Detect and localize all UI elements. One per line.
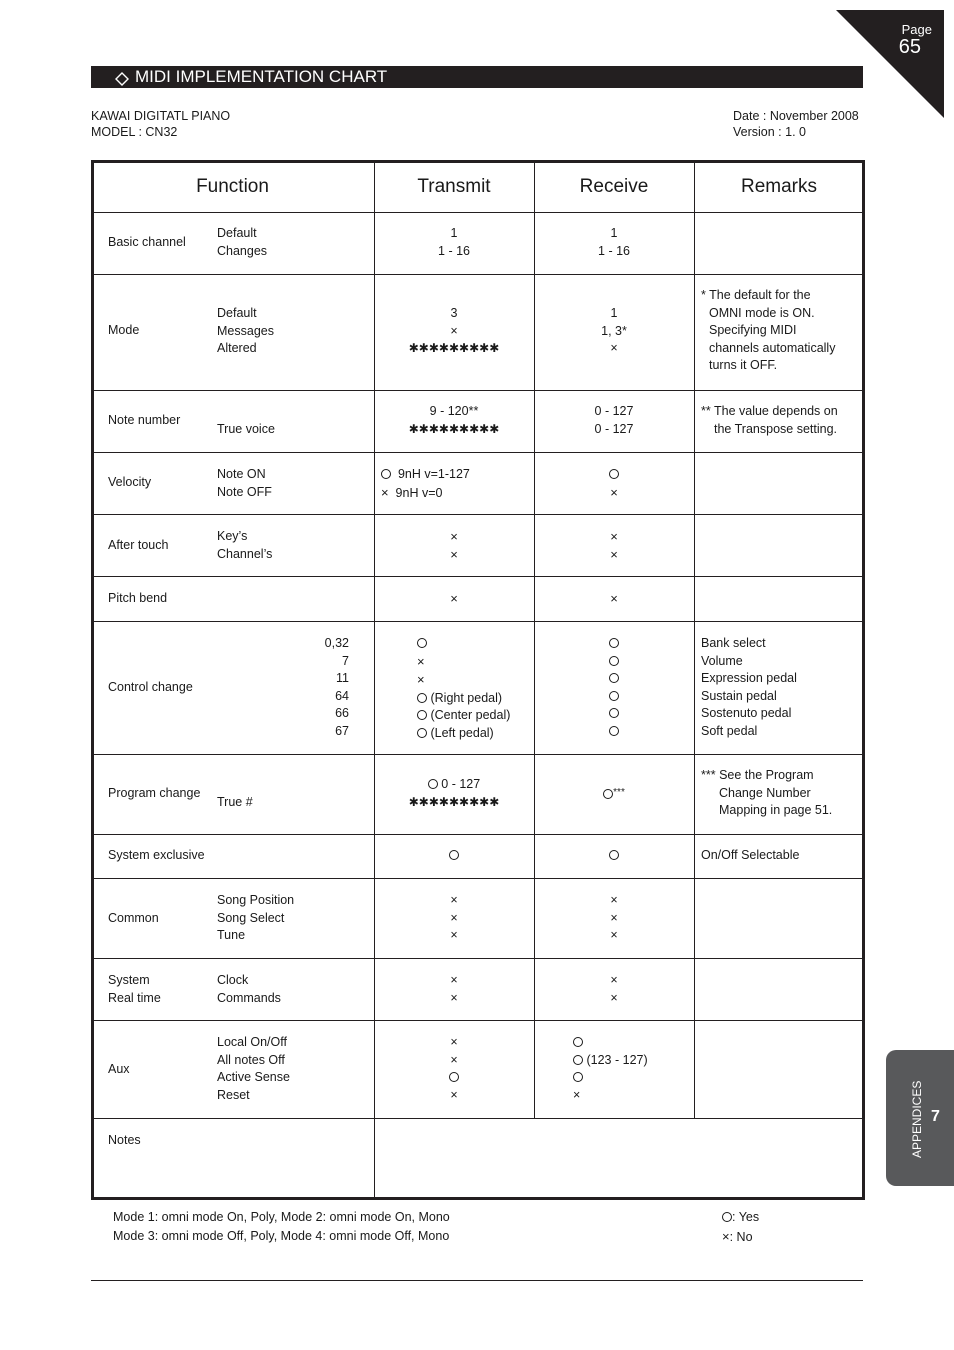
receive-cell (534, 784, 694, 804)
cross-icon: × (610, 893, 618, 907)
row-label-mode: Mode (108, 323, 140, 337)
header-function: Function (196, 176, 269, 197)
receive-cell (573, 1034, 648, 1104)
cross-icon: × (417, 672, 425, 688)
version: Version : 1. 0 (733, 125, 806, 139)
manufacturer: KAWAI DIGITATL PIANO (91, 109, 231, 123)
value: (Right pedal) (430, 690, 503, 705)
appendices-tab-label: APPENDICES (910, 1080, 924, 1158)
row-label-after-touch: After touch (108, 538, 169, 552)
row-label-velocity: Velocity (108, 475, 152, 489)
cross-icon: × (417, 653, 425, 669)
remark-line: * The default for the (701, 288, 811, 302)
row-label-system-realtime (108, 972, 161, 1007)
remarks-cell (701, 767, 832, 820)
cross-icon: × (610, 484, 618, 500)
sublabel-list (217, 225, 267, 260)
section-title: MIDI IMPLEMENTATION CHART (135, 67, 388, 86)
circle-icon (609, 469, 619, 479)
cross-icon: × (450, 973, 458, 987)
cross-icon: × (450, 990, 458, 1005)
circle-icon (449, 850, 459, 860)
transmit-cell (374, 892, 534, 945)
sublabel-list (217, 466, 272, 501)
cross-icon: × (450, 1087, 458, 1102)
remarks-cell (701, 403, 838, 438)
sublabel-list (217, 528, 272, 563)
value: 0 - 127 (594, 421, 634, 436)
remarks-cell (701, 635, 797, 741)
value: (123 - 127) (586, 1052, 648, 1067)
receive-cell (534, 225, 694, 260)
cross-icon: × (381, 484, 389, 500)
transmit-cell (374, 403, 534, 438)
remark-line: Specifying MIDI (709, 323, 797, 338)
asterisk-row: ✱✱✱✱✱✱✱✱✱ (408, 794, 500, 809)
diamond-icon (115, 70, 129, 92)
sublabel: Reset (217, 1087, 250, 1102)
sublabel: Altered (217, 341, 257, 356)
value: 1, 3* (601, 323, 627, 338)
page-label: Page (901, 22, 932, 37)
value: 0 - 127 (594, 404, 634, 418)
transmit-cell (417, 635, 510, 743)
cross-icon: × (450, 893, 458, 907)
circle-icon (573, 1055, 583, 1065)
symbol-legend (722, 1208, 759, 1247)
receive-cell (534, 847, 694, 865)
circle-icon (609, 708, 619, 718)
remarks-cell: On/Off Selectable (701, 848, 800, 862)
remark-line: turns it OFF. (709, 358, 778, 373)
cross-icon: × (610, 591, 618, 606)
remark-line: Change Number (719, 785, 811, 800)
transmit-cell (374, 972, 534, 1007)
circle-icon (417, 728, 427, 738)
transmit-cell (374, 776, 534, 811)
remark-line: Expression pedal (701, 671, 797, 686)
receive-cell (534, 528, 694, 564)
controller-number: 67 (335, 723, 349, 738)
mode-legend (113, 1208, 450, 1246)
remark-line: OMNI mode is ON. (709, 305, 815, 320)
remark-line: Mapping in page 51. (719, 803, 833, 818)
circle-icon (609, 726, 619, 736)
remark-line: Soft pedal (701, 723, 758, 738)
asterisk-row: ✱✱✱✱✱✱✱✱✱ (408, 341, 500, 356)
transmit-cell (374, 528, 534, 564)
cross-icon: × (610, 546, 618, 562)
row-label-aux: Aux (108, 1062, 130, 1076)
value: *** (613, 787, 625, 798)
sublabel: Song Position (217, 893, 295, 907)
remark-line: *** See the Program (701, 768, 814, 782)
value: 9nH v=1-127 (397, 467, 470, 481)
sublabel: Commands (217, 990, 281, 1005)
cross-icon: × (450, 910, 458, 925)
sublabel: Channel’s (217, 546, 273, 561)
sublabel-list (217, 892, 294, 945)
circle-icon (417, 693, 427, 703)
transmit-cell (374, 225, 534, 260)
sublabel-list (217, 305, 274, 358)
sublabel: Key’s (217, 529, 248, 543)
cross-icon: × (610, 529, 618, 544)
remark-line: Sostenuto pedal (701, 706, 792, 721)
controller-number: 7 (342, 653, 349, 668)
cross-icon: × (722, 1229, 730, 1244)
cross-icon: × (450, 1035, 458, 1049)
circle-icon (722, 1212, 732, 1222)
label-line: Real time (108, 990, 161, 1005)
circle-icon (609, 656, 619, 666)
transmit-cell (374, 847, 534, 865)
page-corner-triangle (836, 0, 954, 118)
sublabel: Note OFF (217, 484, 272, 499)
receive-cell (534, 403, 694, 438)
circle-icon (573, 1072, 583, 1082)
value: (Left pedal) (430, 725, 494, 740)
cross-icon: × (450, 546, 458, 562)
controller-number: 11 (336, 671, 349, 686)
row-label-pitch-bend: Pitch bend (108, 591, 168, 605)
remark-line: ** The value depends on (701, 404, 838, 418)
sublabel: Default (217, 226, 257, 240)
mode-legend-line: Mode 3: omni mode Off, Poly, Mode 4: omni mode Off, Mono (113, 1229, 450, 1243)
cross-icon: × (450, 1052, 458, 1067)
midi-implementation-table (91, 160, 865, 1200)
receive-cell (534, 972, 694, 1007)
circle-icon (609, 638, 619, 648)
sublabel: Note ON (217, 467, 266, 481)
sublabel: Local On/Off (217, 1035, 287, 1049)
circle-icon (609, 850, 619, 860)
receive-cell (534, 305, 694, 358)
receive-cell (534, 635, 694, 741)
circle-icon (573, 1037, 583, 1047)
page-number: 65 (898, 36, 921, 58)
bottom-rule (91, 1280, 863, 1281)
value: 9nH v=0 (395, 485, 443, 500)
row-label-program-change: Program change (108, 786, 201, 800)
page-corner (836, 0, 954, 118)
sublabel-list (217, 972, 281, 1007)
value: 1 (610, 226, 618, 240)
controller-numbers (301, 635, 349, 741)
cross-icon: × (610, 910, 618, 925)
circle-icon (449, 1072, 459, 1082)
value: 1 (450, 226, 458, 240)
cross-icon: × (610, 341, 618, 356)
transmit-cell (374, 1034, 534, 1104)
transmit-cell (374, 590, 534, 609)
cross-icon: × (450, 928, 458, 943)
transmit-cell (381, 466, 470, 502)
row-label-system-exclusive: System exclusive (108, 848, 205, 862)
circle-icon (381, 469, 391, 479)
controller-number: 66 (335, 706, 349, 721)
appendices-tab[interactable] (886, 1050, 954, 1186)
circle-icon (609, 691, 619, 701)
row-label-control-change: Control change (108, 680, 193, 694)
sublabel: Tune (217, 928, 246, 943)
remarks-cell (701, 287, 835, 375)
row-label-note-number: Note number (108, 413, 181, 427)
legend-yes: : Yes (732, 1210, 760, 1224)
remark-line: Volume (701, 653, 743, 668)
cross-icon: × (610, 973, 618, 987)
circle-icon (428, 779, 438, 789)
cross-icon: × (610, 990, 618, 1005)
model: MODEL : CN32 (91, 125, 178, 139)
circle-icon (609, 673, 619, 683)
circle-icon (417, 710, 427, 720)
transmit-cell (374, 305, 534, 358)
sublabel: All notes Off (217, 1052, 285, 1067)
circle-icon (603, 789, 613, 799)
sublabel: Default (217, 306, 257, 320)
receive-cell (534, 590, 694, 609)
value: 1 - 16 (438, 243, 470, 258)
value: 0 - 127 (441, 777, 481, 791)
remark-line: channels automatically (709, 340, 836, 355)
mode-legend-line: Mode 1: omni mode On, Poly, Mode 2: omni mode On, Mono (113, 1210, 450, 1224)
appendices-tab-number: 7 (931, 1108, 940, 1125)
cross-icon: × (450, 591, 458, 606)
cross-icon: × (450, 323, 458, 338)
header-receive: Receive (579, 176, 649, 197)
sublabel: Song Select (217, 910, 285, 925)
sublabel: Active Sense (217, 1070, 290, 1085)
value: 1 (610, 306, 618, 320)
legend-no: : No (729, 1230, 753, 1244)
date: Date : November 2008 (733, 109, 859, 123)
controller-number: 64 (335, 688, 349, 703)
asterisk-row: ✱✱✱✱✱✱✱✱✱ (408, 421, 500, 436)
value: 9 - 120** (429, 404, 479, 418)
document-info (733, 108, 859, 140)
cross-icon: × (610, 928, 618, 943)
header-transmit: Transmit (417, 176, 491, 197)
row-label-common: Common (108, 911, 159, 925)
cross-icon: × (573, 1087, 581, 1102)
value: 3 (450, 306, 458, 320)
sublabel: Changes (217, 243, 268, 258)
receive-cell (534, 892, 694, 945)
value: (Center pedal) (430, 708, 511, 723)
remark-line: Bank select (701, 636, 766, 650)
sublabel-list (217, 1034, 290, 1104)
section-title-bar (91, 66, 863, 88)
remark-line: the Transpose setting. (714, 421, 837, 436)
product-info (91, 108, 230, 140)
value: 1 - 16 (598, 243, 630, 258)
row-label-basic-channel: Basic channel (108, 235, 186, 249)
sublabel: Clock (217, 973, 249, 987)
receive-cell (534, 466, 694, 502)
remark-line: Sustain pedal (701, 688, 777, 703)
sublabel: Messages (217, 323, 274, 338)
sublabel: True voice (217, 422, 275, 436)
label-line: System (108, 973, 150, 987)
controller-number: 0,32 (324, 636, 349, 650)
sublabel: True # (217, 795, 253, 809)
cross-icon: × (450, 529, 458, 544)
row-label-notes: Notes (108, 1133, 141, 1147)
circle-icon (417, 638, 427, 648)
header-remarks: Remarks (740, 176, 817, 197)
